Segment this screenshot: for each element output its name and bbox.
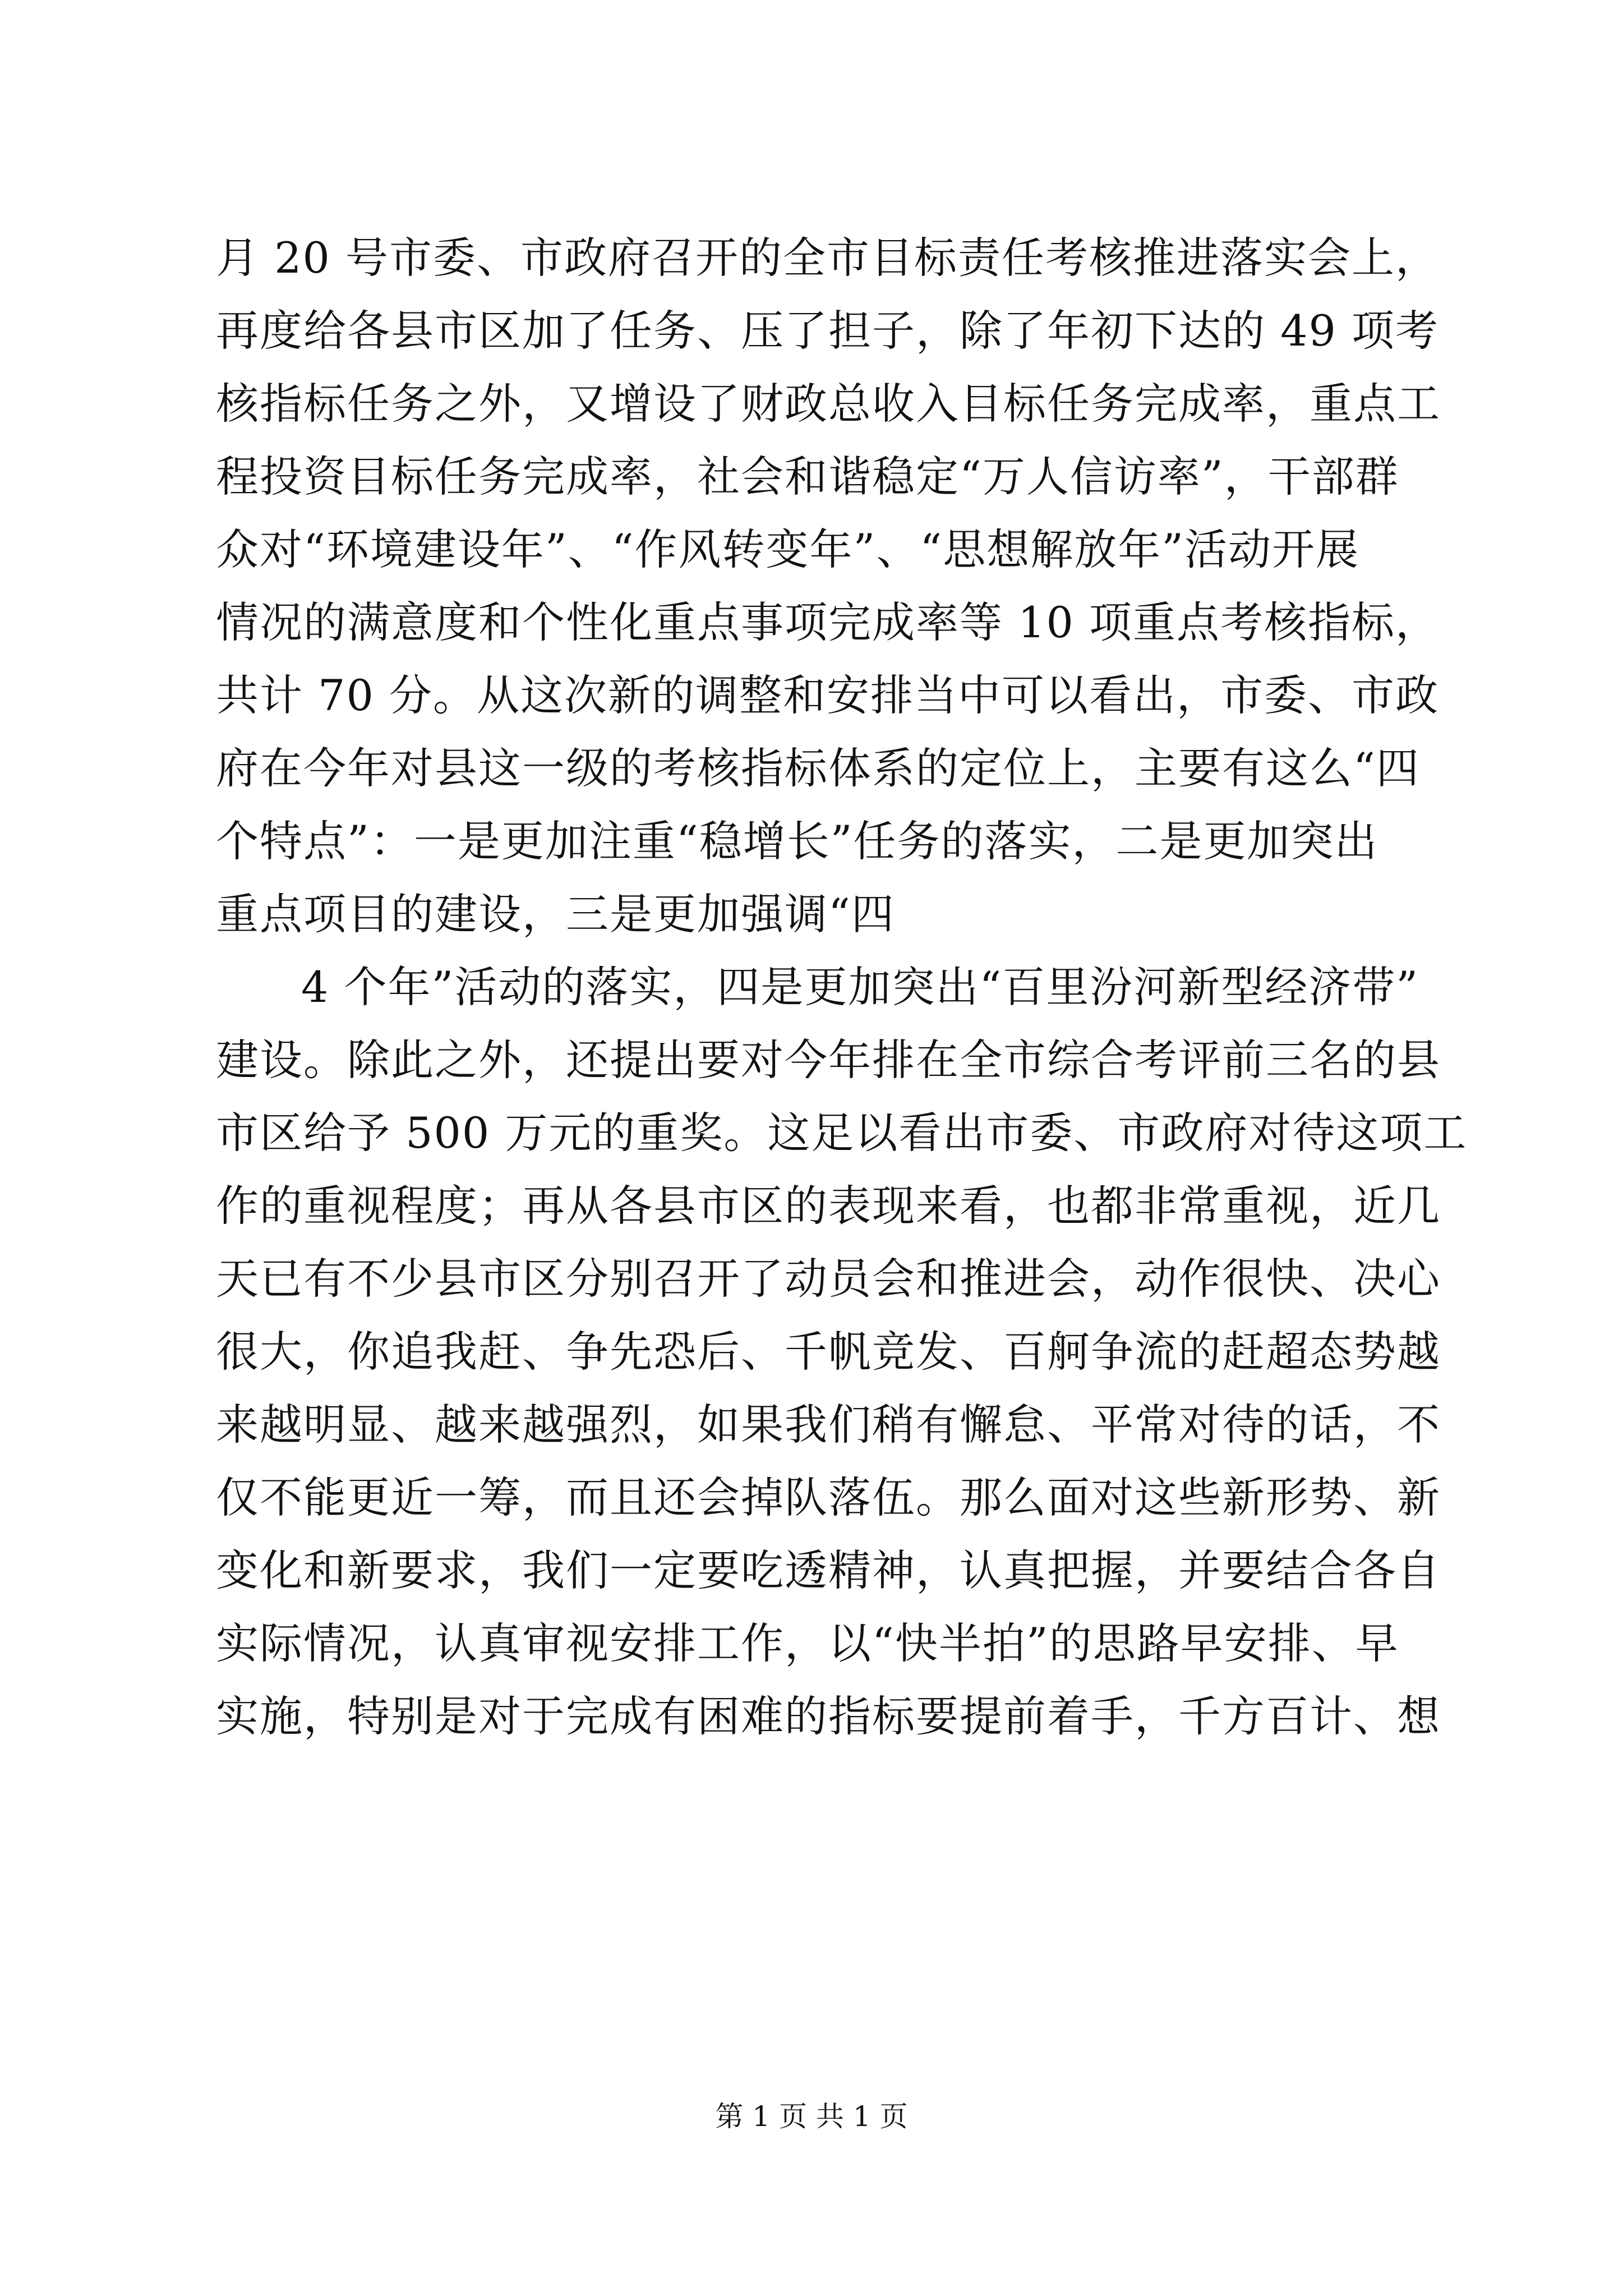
text-line: 仅不能更近一筹，而且还会掉队落伍。那么面对这些新形势、新: [216, 1473, 1441, 1522]
text-line: 实际情况，认真审视安排工作，以“快半拍”的思路早安排、早: [216, 1618, 1399, 1668]
text-line: 实施，特别是对于完成有困难的指标要提前着手，千方百计、想: [216, 1691, 1441, 1741]
text-line: 建设。除此之外，还提出要对今年排在全市综合考评前三名的县: [216, 1035, 1441, 1085]
text-line: 市区给予 500 万元的重奖。这足以看出市委、市政府对待这项工: [216, 1108, 1468, 1158]
text-line: 变化和新要求，我们一定要吃透精神，认真把握，并要结合各自: [216, 1545, 1441, 1595]
text-line: 核指标任务之外，又增设了财政总收入目标任务完成率，重点工: [216, 379, 1441, 429]
document-body: [216, 222, 1468, 1753]
text-line: 共计 70 分。从这次新的调整和安排当中可以看出，市委、市政: [216, 670, 1440, 720]
text-line: 再度给各县市区加了任务、压了担子，除了年初下达的 49 项考: [216, 306, 1440, 356]
text-line: 个特点”：一是更加注重“稳增长”任务的落实，二是更加突出: [216, 816, 1378, 866]
text-line: 很大，你追我赶、争先恐后、千帆竞发、百舸争流的赶超态势越: [216, 1327, 1441, 1377]
text-line: 府在今年对县这一级的考核指标体系的定位上，主要有这么“四: [216, 743, 1420, 793]
text-line: 程投资目标任务完成率，社会和谐稳定“万人信访率”，干部群: [216, 452, 1399, 501]
text-line: 月 20 号市委、市政府召开的全市目标责任考核推进落实会上，: [216, 233, 1440, 283]
text-line: 天已有不少县市区分别召开了动员会和推进会，动作很快、决心: [216, 1254, 1441, 1304]
text-line: 来越明显、越来越强烈，如果我们稍有懈怠、平常对待的话，不: [216, 1400, 1441, 1450]
text-line: 重点项目的建设，三是更加强调“四: [216, 889, 895, 939]
page-footer: 第 1 页 共 1 页: [715, 2100, 908, 2133]
text-line: 作的重视程度；再从各县市区的表现来看，也都非常重视，近几: [216, 1181, 1441, 1231]
paragraph-first-line: 4 个年”活动的落实，四是更加突出“百里汾河新型经济带”: [301, 962, 1419, 1012]
text-line: 情况的满意度和个性化重点事项完成率等 10 项重点考核指标，: [216, 597, 1440, 647]
text-line: 众对“环境建设年”、“作风转变年”、“思想解放年”活动开展: [216, 524, 1360, 574]
